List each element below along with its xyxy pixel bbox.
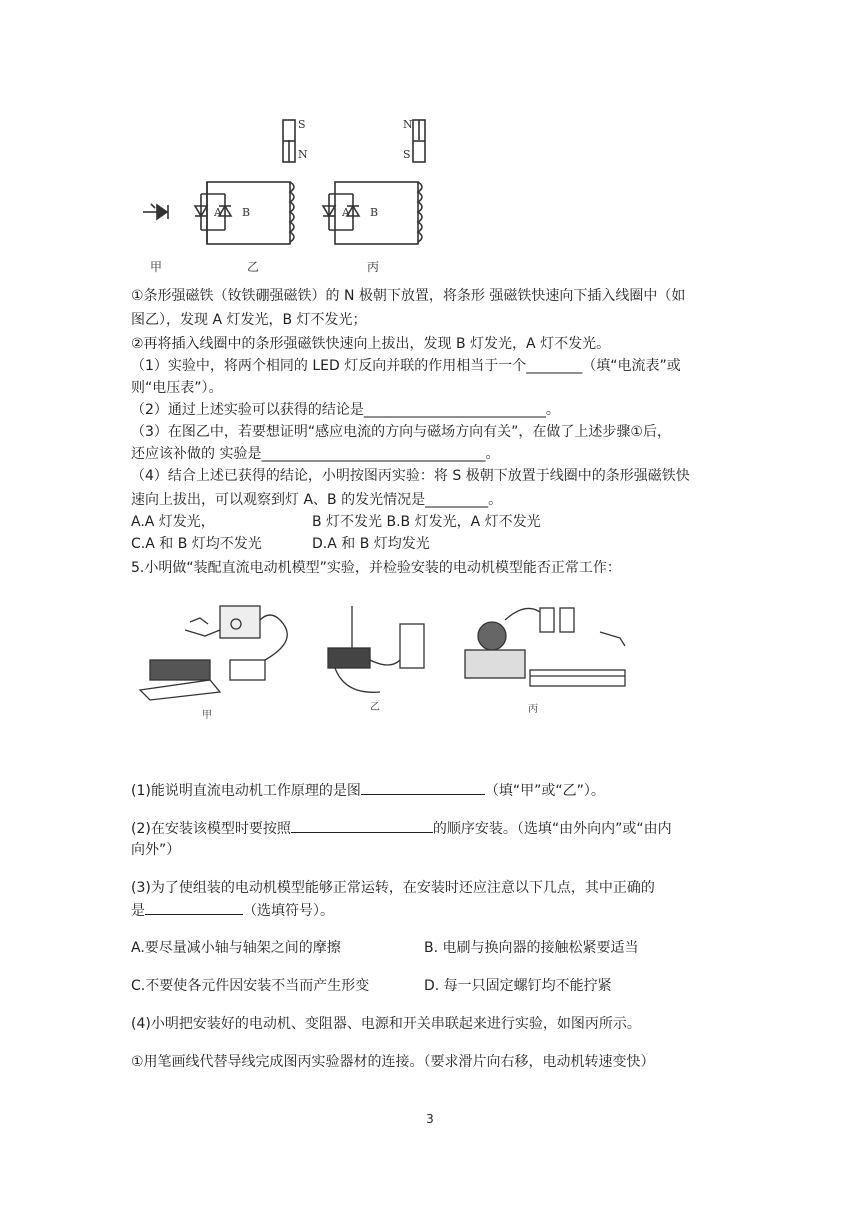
question-5-3-text-b: 是 xyxy=(131,903,145,919)
figure-1-label-yi: 乙 xyxy=(247,260,260,274)
option-5-d: D. 每一只固定螺钉均不能拧紧 xyxy=(424,978,612,994)
led-b-label-yi: B xyxy=(242,206,251,219)
figure-2-label-jia: 甲 xyxy=(202,710,212,721)
option-line-d: D.A 和 B 灯均发光 xyxy=(312,536,430,552)
question-5-1 xyxy=(131,780,605,801)
question-5-3-text-c: （选填符号）。 xyxy=(243,903,334,919)
figure-2-label-yi: 乙 xyxy=(370,702,380,713)
figure-1-label-jia: 甲 xyxy=(150,260,163,274)
option-line-b: B 灯不发光 B.B 灯发光，A 灯不发光 xyxy=(312,514,541,530)
led-b-label-bing: B xyxy=(370,206,379,219)
option-5-a: A.要尽量减小轴与轴架之间的摩擦 xyxy=(131,940,341,956)
magnet-bing-bottom-label: S xyxy=(403,148,411,161)
option-5-b: B. 电刷与换向器的接触松紧要适当 xyxy=(424,940,639,956)
question-5-3-blank[interactable] xyxy=(145,900,243,915)
figure-1-circuits xyxy=(135,110,435,280)
text-line-8: 还应该补做的 实验是________________________________。 xyxy=(131,446,500,462)
question-5-2-text-a: (2)在安装该模型时要按照 xyxy=(131,821,291,837)
text-line-2: 图乙），发现 A 灯发光，B 灯不发光； xyxy=(131,312,367,328)
question-5-4: (4)小明把安装好的电动机、变阻器、电源和开关串联起来进行实验，如图丙所示。 xyxy=(131,1016,641,1032)
figure-1-label-bing: 丙 xyxy=(367,260,380,274)
text-line-9: （4）结合上述已获得的结论，小明按图丙实验：将 S 极朝下放置于线圈中的条形强磁铁快 xyxy=(131,468,690,484)
option-5-c: C.不要使各元件因安装不当而产生形变 xyxy=(131,978,370,994)
question-5-heading: 5.小明做“装配直流电动机模型”实验，并检验安装的电动机模型能否正常工作： xyxy=(131,560,621,576)
question-5-3: (3)为了使组装的电动机模型能够正常运转，在安装时还应注意以下几点，其中正确的 xyxy=(131,880,655,896)
text-line-10: 速向上拔出，可以观察到灯 A、B 的发光情况是_________。 xyxy=(131,492,503,508)
question-5-1-text-a: (1)能说明直流电动机工作原理的是图 xyxy=(131,783,361,799)
led-a-label-yi: A xyxy=(214,206,222,219)
text-line-7: （3）在图乙中，若要想证明“感应电流的方向与磁场方向有关”，在做了上述步骤①后， xyxy=(131,424,671,440)
question-5-2 xyxy=(131,818,672,839)
figure-2-motor-setups xyxy=(130,600,640,720)
led-a-label-bing: A xyxy=(342,206,350,219)
question-5-1-text-b: （填“甲”或“乙”）。 xyxy=(484,783,605,799)
magnet-yi-bottom-label: N xyxy=(298,148,308,161)
question-5-2-blank[interactable] xyxy=(291,818,433,833)
figure-2-label-bing: 丙 xyxy=(528,704,538,715)
question-5-4-1: ①用笔画线代替导线完成图丙实验器材的连接。（要求滑片向右移，电动机转速变快） xyxy=(131,1054,655,1070)
magnet-yi-top-label: S xyxy=(298,118,306,131)
magnet-bing-top-label: N xyxy=(403,118,413,131)
text-line-3: ②再将插入线圈中的条形强磁铁快速向上拔出，发现 B 灯发光，A 灯不发光。 xyxy=(131,336,611,352)
text-line-5: 则“电压表”）。 xyxy=(131,380,223,396)
page-number: 3 xyxy=(426,1112,434,1126)
text-line-6: （2）通过上述实验可以获得的结论是__________________________。 xyxy=(131,402,560,418)
question-5-2-cont: 向外”） xyxy=(131,842,181,858)
question-5-2-text-b: 的顺序安装。（选填“由外向内”或“由内 xyxy=(432,821,672,837)
question-5-3-cont xyxy=(131,900,334,921)
option-line-c: C.A 和 B 灯均不发光 xyxy=(131,536,262,552)
option-line-a: A.A 灯发光， xyxy=(131,514,215,530)
text-line-4: （1）实验中，将两个相同的 LED 灯反向并联的作用相当于一个________（填“电流表”或 xyxy=(131,358,681,374)
question-5-1-blank[interactable] xyxy=(361,780,485,795)
text-line-1: ①条形强磁铁（钕铁硼强磁铁）的 N 极朝下放置，将条形 强磁铁快速向下插入线圈中（如 xyxy=(131,288,686,304)
